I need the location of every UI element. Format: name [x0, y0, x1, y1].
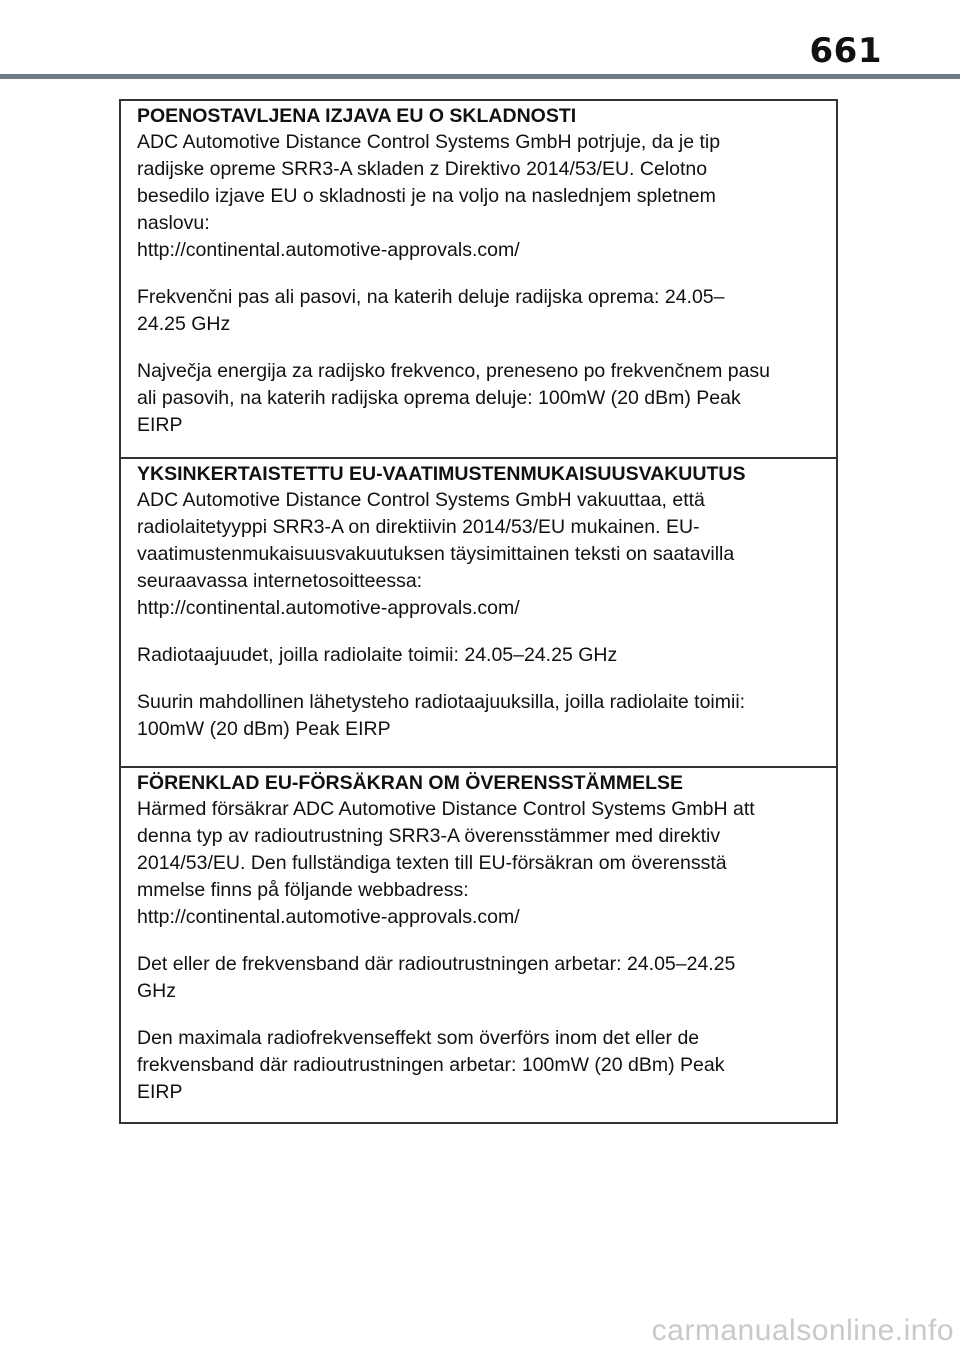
frequency-paragraph [137, 951, 830, 1005]
text-line: radijske opreme SRR3-A skladen z Direktivo 2014/53/EU. Celotno [137, 158, 708, 180]
text-line: radiolaitetyyppi SRR3-A on direktiivin 2014/53/EU mukainen. EU- [137, 516, 700, 538]
section-title: YKSINKERTAISTETTU EU-VAATIMUSTENMUKAISUUSVAKUUTUS [137, 463, 746, 485]
section-slovenian [121, 101, 836, 457]
text-line: Radiotaajuudet, joilla radiolaite toimii: 24.05–24.25 GHz [137, 644, 618, 666]
declaration-paragraph [137, 796, 830, 931]
text-line: denna typ av radioutrustning SRR3-A överensstämmer med direktiv [137, 825, 721, 847]
section-swedish [121, 766, 836, 1122]
text-line: Suurin mahdollinen lähetysteho radiotaajuuksilla, joilla radiolaite toimii: [137, 691, 746, 713]
page-number: 661 [809, 31, 882, 71]
section-finnish [121, 457, 836, 766]
text-line: besedilo izjave EU o skladnosti je na voljo na naslednjem spletnem [137, 185, 716, 207]
text-line: 24.25 GHz [137, 313, 231, 335]
approvals-url: http://continental.automotive-approvals.com/ [137, 906, 520, 928]
text-line: Det eller de frekvensband där radioutrustningen arbetar: 24.05–24.25 [137, 953, 736, 975]
text-line: GHz [137, 980, 176, 1002]
text-line: Den maximala radiofrekvenseffekt som överförs inom det eller de [137, 1027, 700, 1049]
text-line: Največja energija za radijsko frekvenco, preneseno po frekvenčnem pasu [137, 360, 771, 382]
text-line: vaatimustenmukaisuusvakuutuksen täysimittainen teksti on saatavilla [137, 543, 735, 565]
text-line: seuraavassa internetosoitteessa: [137, 570, 423, 592]
section-title: POENOSTAVLJENA IZJAVA EU O SKLADNOSTI [137, 105, 577, 127]
approvals-url: http://continental.automotive-approvals.com/ [137, 239, 520, 261]
watermark: carmanualsonline.info [651, 1314, 954, 1347]
text-line: 2014/53/EU. Den fullständiga texten till EU-försäkran om överensstä [137, 852, 727, 874]
power-paragraph [137, 689, 830, 743]
text-line: Frekvenčni pas ali pasovi, na katerih deluje radijska oprema: 24.05– [137, 286, 725, 308]
power-paragraph [137, 358, 830, 439]
declaration-table [119, 99, 838, 1124]
power-paragraph [137, 1025, 830, 1106]
text-line: 100mW (20 dBm) Peak EIRP [137, 718, 391, 740]
text-line: naslovu: [137, 212, 210, 234]
header-rule [0, 74, 960, 79]
text-line: mmelse finns på följande webbadress: [137, 879, 469, 901]
declaration-paragraph [137, 487, 830, 622]
text-line: frekvensband där radioutrustningen arbetar: 100mW (20 dBm) Peak [137, 1054, 725, 1076]
section-title: FÖRENKLAD EU-FÖRSÄKRAN OM ÖVERENSSTÄMMELSE [137, 772, 684, 794]
text-line: ADC Automotive Distance Control Systems GmbH potrjuje, da je tip [137, 131, 721, 153]
approvals-url: http://continental.automotive-approvals.com/ [137, 597, 520, 619]
frequency-paragraph [137, 642, 830, 669]
text-line: ali pasovih, na katerih radijska oprema deluje: 100mW (20 dBm) Peak [137, 387, 741, 409]
text-line: EIRP [137, 414, 183, 436]
text-line: Härmed försäkrar ADC Automotive Distance Control Systems GmbH att [137, 798, 755, 820]
frequency-paragraph [137, 284, 830, 338]
text-line: EIRP [137, 1081, 183, 1103]
text-line: ADC Automotive Distance Control Systems GmbH vakuuttaa, että [137, 489, 705, 511]
declaration-paragraph [137, 129, 830, 264]
